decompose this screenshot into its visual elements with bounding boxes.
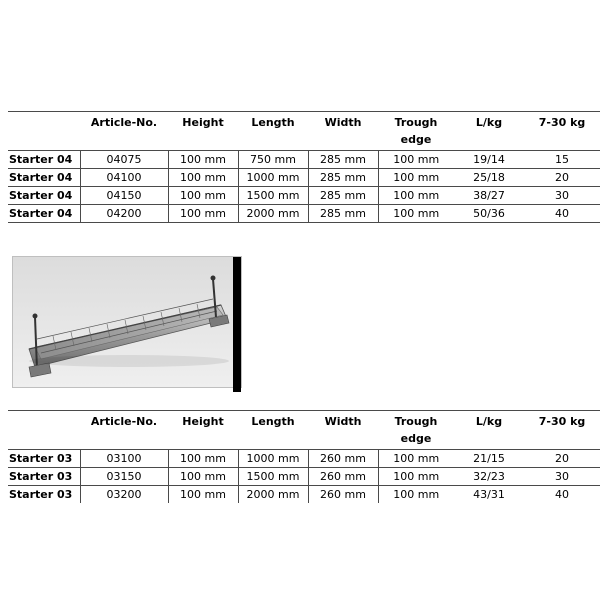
- table-row: [8, 486, 600, 504]
- header-trough-line2: edge: [400, 133, 432, 146]
- cell-l-kg: 32/23: [454, 468, 524, 486]
- cell-article: 03100: [80, 450, 168, 468]
- cell-edge: 100 mm: [378, 151, 454, 169]
- header-height: Height: [168, 411, 238, 450]
- cell-length: 1000 mm: [238, 169, 308, 187]
- table-row: [8, 450, 600, 468]
- table-row: [8, 169, 600, 187]
- table-row: [8, 151, 600, 169]
- spec-table-starter-04: [8, 111, 600, 223]
- cell-width: 285 mm: [308, 169, 378, 187]
- cell-weight: 15: [524, 151, 600, 169]
- cell-edge: 100 mm: [378, 169, 454, 187]
- table-row: [8, 468, 600, 486]
- cell-height: 100 mm: [168, 450, 238, 468]
- cell-l-kg: 19/14: [454, 151, 524, 169]
- cell-weight: 20: [524, 450, 600, 468]
- header-model: [8, 112, 80, 151]
- cell-length: 750 mm: [238, 151, 308, 169]
- header-l-kg: L/kg: [454, 411, 524, 450]
- cell-article: 04150: [80, 187, 168, 205]
- cell-article: 03200: [80, 486, 168, 504]
- cell-edge: 100 mm: [378, 486, 454, 504]
- cell-model: Starter 04: [8, 187, 80, 205]
- cell-height: 100 mm: [168, 468, 238, 486]
- header-length: Length: [238, 411, 308, 450]
- cell-model: Starter 04: [8, 205, 80, 223]
- cell-height: 100 mm: [168, 205, 238, 223]
- cell-article: 03150: [80, 468, 168, 486]
- cell-l-kg: 38/27: [454, 187, 524, 205]
- cell-length: 1000 mm: [238, 450, 308, 468]
- cell-l-kg: 43/31: [454, 486, 524, 504]
- cell-width: 260 mm: [308, 486, 378, 504]
- table-header-row: [8, 411, 600, 450]
- cell-model: Starter 03: [8, 468, 80, 486]
- cell-edge: 100 mm: [378, 187, 454, 205]
- trough-feeder-photo: [13, 257, 241, 387]
- header-l-kg: L/kg: [454, 112, 524, 151]
- header-height: Height: [168, 112, 238, 151]
- cell-weight: 30: [524, 187, 600, 205]
- cell-edge: 100 mm: [378, 468, 454, 486]
- header-length: Length: [238, 112, 308, 151]
- cell-width: 260 mm: [308, 468, 378, 486]
- cell-height: 100 mm: [168, 187, 238, 205]
- cell-weight: 30: [524, 468, 600, 486]
- header-trough-edge: [378, 411, 454, 450]
- cell-weight: 40: [524, 486, 600, 504]
- cell-height: 100 mm: [168, 151, 238, 169]
- header-width: Width: [308, 112, 378, 151]
- header-trough-line2: edge: [400, 432, 432, 445]
- cell-model: Starter 04: [8, 151, 80, 169]
- header-weight-range: 7-30 kg: [524, 411, 600, 450]
- spec-table-starter-03: [8, 410, 600, 503]
- cell-edge: 100 mm: [378, 450, 454, 468]
- cell-l-kg: 21/15: [454, 450, 524, 468]
- header-trough-line1: Trough: [394, 116, 438, 129]
- table-header-row: [8, 112, 600, 151]
- cell-height: 100 mm: [168, 486, 238, 504]
- cell-model: Starter 04: [8, 169, 80, 187]
- table-row: [8, 205, 600, 223]
- header-model: [8, 411, 80, 450]
- cell-article: 04200: [80, 205, 168, 223]
- header-trough-line1: Trough: [394, 415, 438, 428]
- cell-model: Starter 03: [8, 486, 80, 504]
- cell-length: 1500 mm: [238, 187, 308, 205]
- cell-height: 100 mm: [168, 169, 238, 187]
- cell-width: 285 mm: [308, 151, 378, 169]
- cell-model: Starter 03: [8, 450, 80, 468]
- cell-article: 04075: [80, 151, 168, 169]
- cell-l-kg: 25/18: [454, 169, 524, 187]
- cell-length: 1500 mm: [238, 468, 308, 486]
- trough-feeder-illustration: [13, 257, 241, 387]
- cell-width: 260 mm: [308, 450, 378, 468]
- photo-frame-edge: [233, 257, 241, 392]
- header-article-no: Article-No.: [80, 112, 168, 151]
- cell-width: 285 mm: [308, 187, 378, 205]
- table-row: [8, 187, 600, 205]
- cell-length: 2000 mm: [238, 205, 308, 223]
- header-article-no: Article-No.: [80, 411, 168, 450]
- cell-length: 2000 mm: [238, 486, 308, 504]
- cell-weight: 20: [524, 169, 600, 187]
- header-width: Width: [308, 411, 378, 450]
- cell-edge: 100 mm: [378, 205, 454, 223]
- header-trough-edge: [378, 112, 454, 151]
- header-weight-range: 7-30 kg: [524, 112, 600, 151]
- cell-l-kg: 50/36: [454, 205, 524, 223]
- cell-width: 285 mm: [308, 205, 378, 223]
- cell-weight: 40: [524, 205, 600, 223]
- cell-article: 04100: [80, 169, 168, 187]
